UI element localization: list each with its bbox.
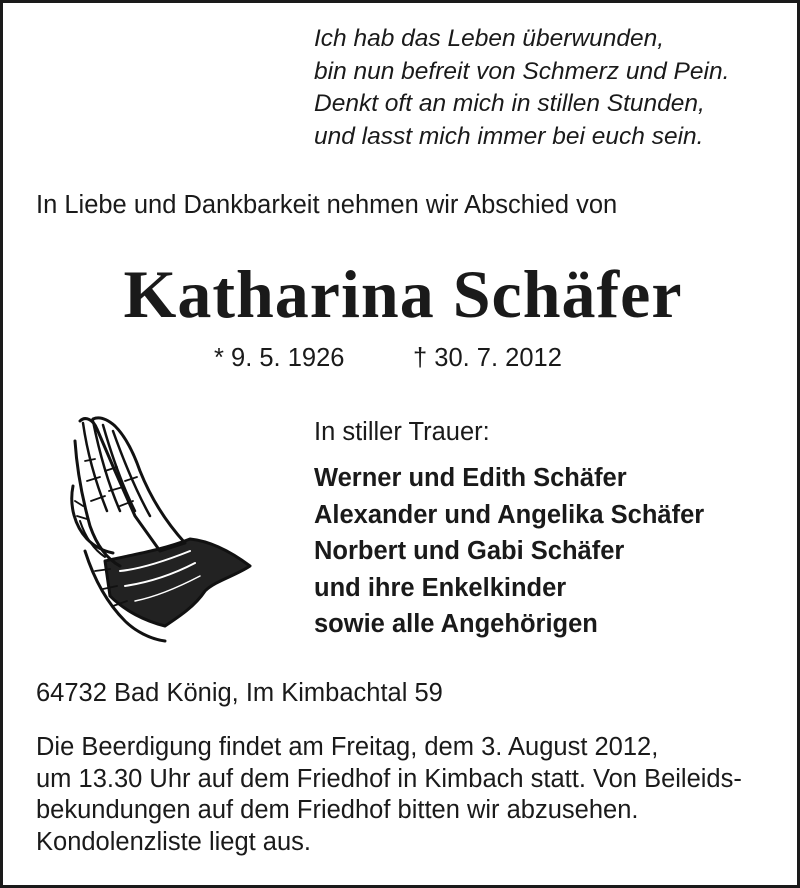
family-member: Norbert und Gabi Schäfer: [314, 537, 625, 565]
family-list: [314, 460, 704, 643]
death-date: † 30. 7. 2012: [413, 344, 562, 372]
poem: [314, 23, 729, 153]
funeral-line: um 13.30 Uhr auf dem Friedhof in Kimbach statt. Von Beileids-: [36, 764, 742, 793]
birth-date: * 9. 5. 1926: [214, 344, 345, 372]
poem-line: bin nun befreit von Schmerz und Pein.: [314, 57, 730, 85]
poem-line: Ich hab das Leben überwunden,: [314, 25, 665, 52]
family-member: und ihre Enkelkinder: [314, 573, 567, 602]
funeral-line: bekundungen auf dem Friedhof bitten wir abzusehen.: [36, 796, 639, 824]
funeral-line: Kondolenzliste liegt aus.: [36, 827, 312, 856]
deceased-name: Katharina Schäfer: [123, 256, 683, 332]
poem-line: und lasst mich immer bei euch sein.: [314, 122, 704, 150]
family-member: Alexander und Angelika Schäfer: [314, 500, 705, 529]
family-member: sowie alle Angehörigen: [314, 610, 598, 638]
funeral-text: [36, 732, 742, 858]
mourning-label: In stiller Trauer:: [314, 418, 490, 446]
intro-text: In Liebe und Dankbarkeit nehmen wir Abschied von: [36, 191, 618, 219]
praying-hands-icon: [65, 411, 255, 643]
family-member: Werner und Edith Schäfer: [314, 464, 627, 492]
poem-line: Denkt oft an mich in stillen Stunden,: [314, 90, 705, 117]
funeral-line: Die Beerdigung findet am Freitag, dem 3. August 2012,: [36, 733, 659, 761]
address: 64732 Bad König, Im Kimbachtal 59: [36, 679, 443, 707]
